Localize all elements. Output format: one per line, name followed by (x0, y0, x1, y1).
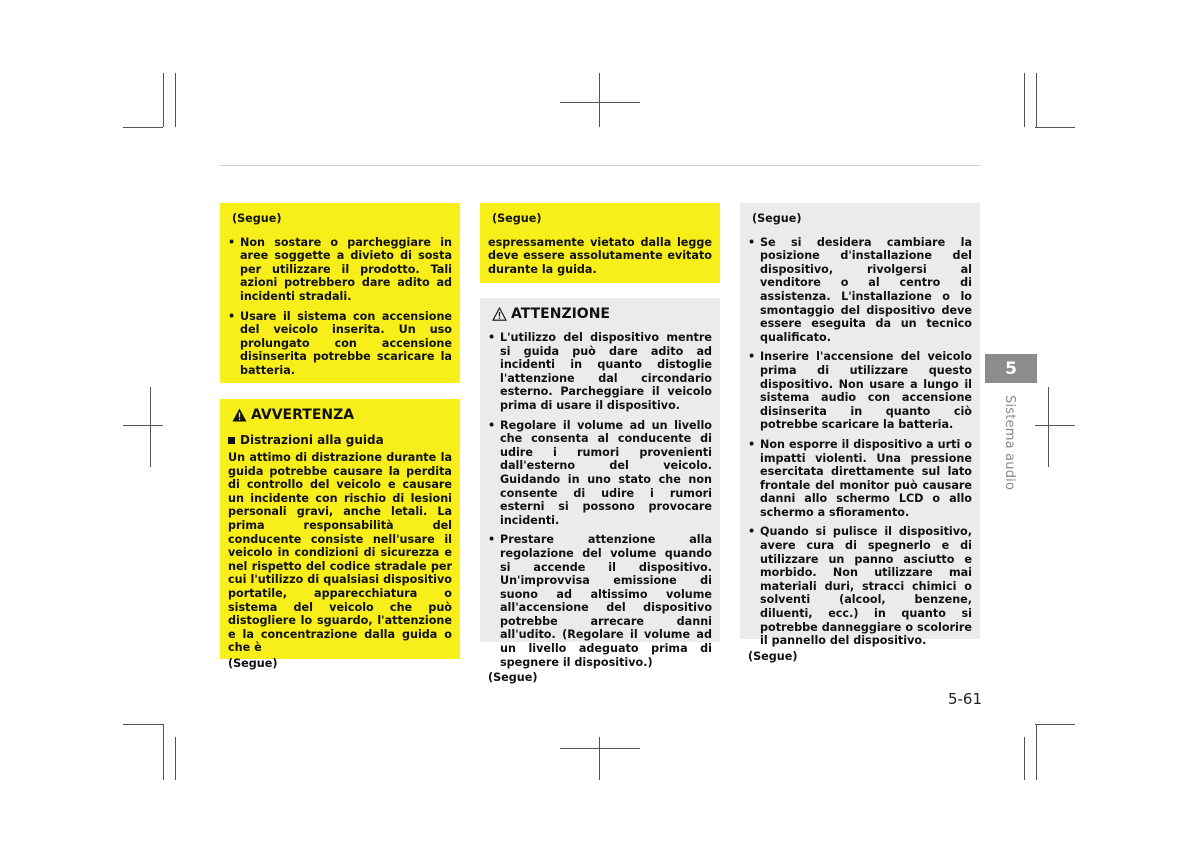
continued-label: (Segue) (752, 212, 802, 225)
crop-mark (1036, 73, 1037, 127)
crop-mark (560, 102, 640, 103)
square-bullet-icon (228, 437, 235, 444)
warning-paragraph: Un attimo di distrazione durante la guida potrebbe causare la perdita di controllo del veicolo e causare un incidente con rischio di lesioni personali gravi, anche letali. La prima responsabilità del conducente consiste nell'usare il veicolo in condizioni di sicurezza e nel rispetto del codice stradale per cui l'utilizzo di qualsiasi dispositivo portatile, apparecchiatura o sistema del veicolo che può distogliere lo sguardo, l'attenzione e la concentrazione dalla guida o che è (228, 451, 452, 655)
crop-mark (1024, 737, 1025, 780)
caution-box (480, 298, 720, 685)
list-item: • Usare il sistema con accensione del veicolo inserita. Un uso prolungato con accensione disinserita potrebbe scaricare la batteria. (228, 310, 452, 378)
continued-label: (Segue) (748, 649, 798, 663)
crop-mark (1048, 387, 1049, 467)
continued-label: (Segue) (228, 656, 278, 670)
crop-mark (1024, 73, 1025, 127)
crop-mark (1035, 425, 1075, 426)
bullet-list (228, 236, 452, 378)
list-item: • Non esporre il dispositivo a urti o impatti violenti. Una pressione esercitata direttamente sul lato frontale del monitor può causare danni allo schermo LCD o allo schermo a sfioramento. (748, 438, 972, 520)
header-rule (220, 165, 980, 166)
warning-paragraph: espressamente vietato dalla legge deve essere assolutamente evitato durante la guida. (488, 235, 712, 276)
list-item: • Prestare attenzione alla regolazione del volume quando si accende il dispositivo. Un'improvvisa emissione di suono ad altissimo volume all'accensione del dispositivo potrebbe arrecare danni all'udito. (Regolare il volume ad un livello adeguato prima di spegnere il dispositivo.) (488, 533, 712, 669)
crop-mark (163, 724, 164, 780)
warning-filled-icon (232, 408, 247, 422)
crop-mark (560, 748, 640, 749)
list-item: • L'utilizzo del dispositivo mentre si guida può dare adito ad incidenti in quanto distoglie l'attenzione dal circondario esterno. Parcheggiare il veicolo prima di usare il dispositivo. (488, 331, 712, 413)
warning-box (220, 399, 460, 670)
caution-title: ATTENZIONE (511, 306, 610, 322)
crop-mark (599, 73, 600, 127)
crop-mark (150, 387, 151, 467)
warning-subheading (228, 432, 452, 448)
page-number: 5-61 (947, 690, 982, 708)
continued-label: (Segue) (232, 212, 282, 225)
bullet-list (488, 331, 712, 669)
warning-outline-icon (492, 307, 507, 321)
crop-mark (163, 73, 164, 127)
list-item: • Inserire l'accensione del veicolo prima di utilizzare questo dispositivo. Non usare a lungo il sistema audio con accensione disinserita in quanto ciò potrebbe scaricare la batteria. (748, 350, 972, 432)
list-item: • Quando si pulisce il dispositivo, avere cura di spegnerlo e di utilizzare un panno asciutto e morbido. Non utilizzare mai materiali duri, stracci chimici o solventi (alcool, benzene, diluenti, ecc.) in quanto si potrebbe danneggiare o scolorire il pannello del dispositivo. (748, 525, 972, 647)
caution-heading (492, 305, 712, 323)
crop-mark (1035, 127, 1075, 128)
list-item: • Regolare il volume ad un livello che consenta al conducente di udire i rumori provenienti dall'esterno del veicolo. Guidando in uno stato che non consente di udire i rumori esterni si possono provocare incidenti. (488, 419, 712, 528)
continued-label: (Segue) (492, 212, 542, 225)
list-item: • Se si desidera cambiare la posizione d'installazione del dispositivo, rivolgersi al venditore o al centro di assistenza. L'installazione o lo smontaggio del dispositivo deve essere eseguita da un tecnico qualificato. (748, 236, 972, 345)
caution-continued-box (220, 203, 460, 383)
crop-mark (1036, 724, 1037, 780)
crop-mark (123, 425, 163, 426)
caution-continued-box (740, 203, 980, 663)
crop-mark (175, 737, 176, 780)
list-item: • Non sostare o parcheggiare in aree soggette a divieto di sosta per utilizzare il prodotto. Tali azioni potrebbero dare adito ad incidenti stradali. (228, 236, 452, 304)
continued-label: (Segue) (488, 671, 538, 685)
crop-mark (175, 73, 176, 127)
crop-mark (123, 724, 163, 725)
crop-mark (1035, 724, 1075, 725)
warning-title: AVVERTENZA (251, 407, 355, 423)
warning-heading (232, 406, 452, 424)
chapter-title: Sistema audio (1002, 395, 1017, 491)
crop-mark (123, 127, 163, 128)
bullet-list (748, 236, 972, 648)
warning-continued-box (480, 203, 720, 283)
warning-subtitle: Distrazioni alla guida (240, 433, 384, 447)
chapter-tab: 5 (985, 354, 1037, 383)
crop-mark (599, 737, 600, 780)
